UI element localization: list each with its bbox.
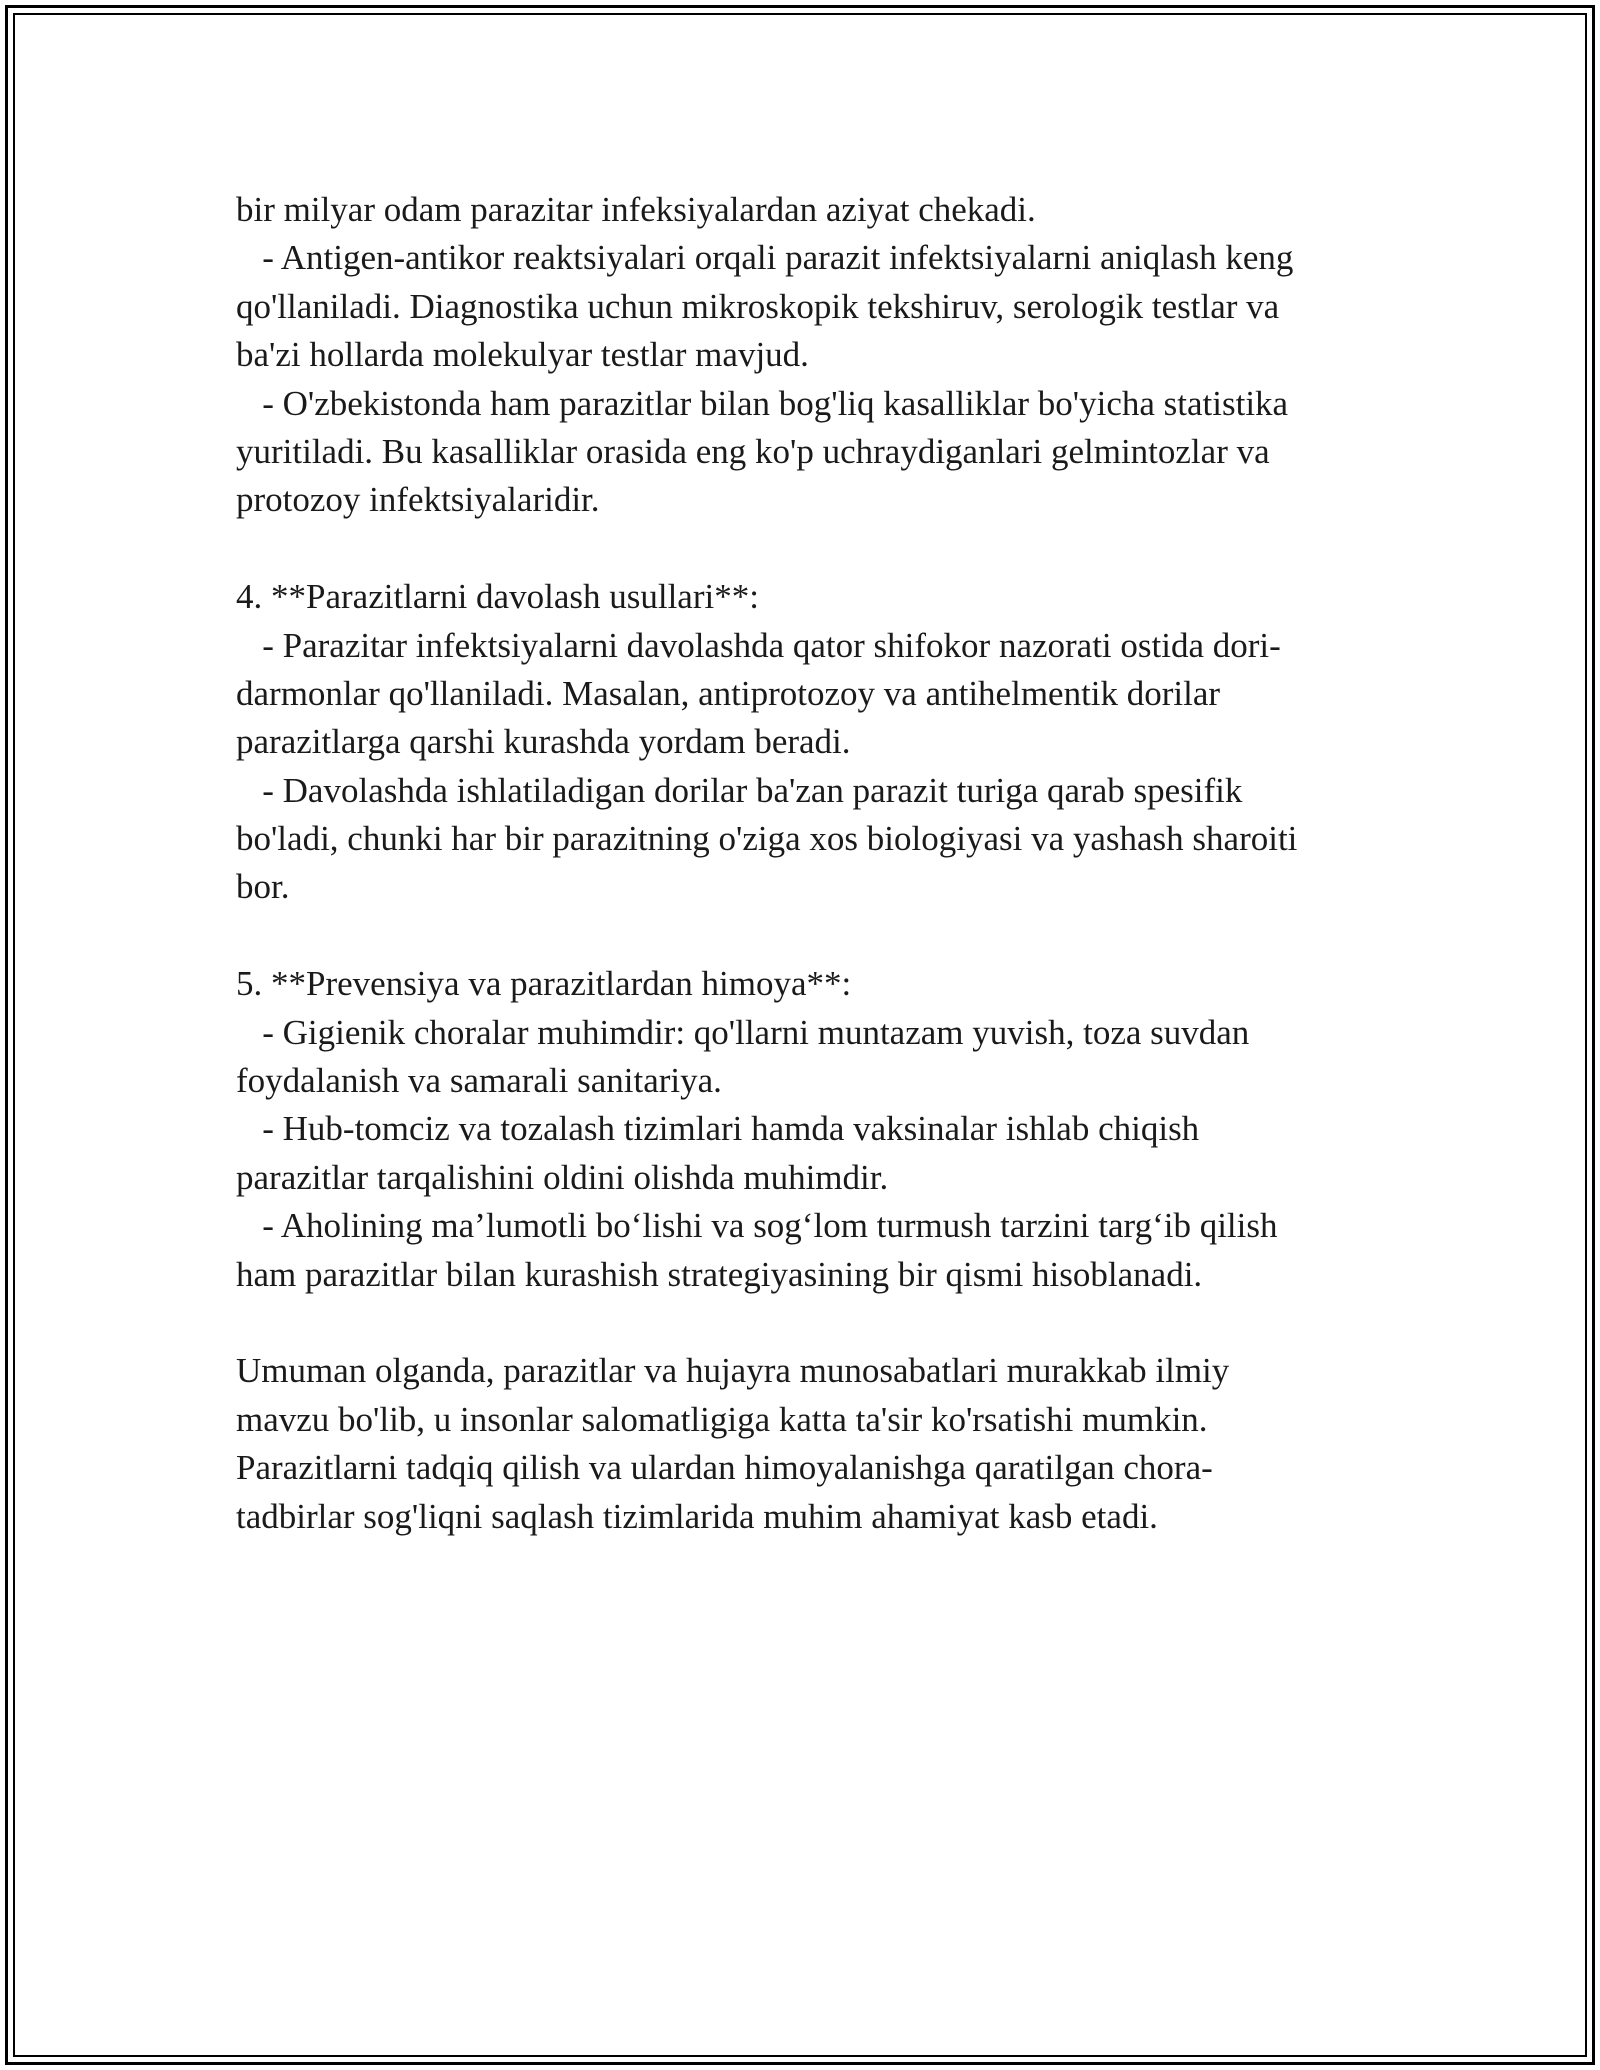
- text-line: Parazitlarni tadqiq qilish va ulardan himoyalanishga qaratilgan chora-: [236, 1448, 1213, 1488]
- text-line: yuritiladi. Bu kasalliklar orasida eng ko'p uchraydiganlari gelmintozlar va: [236, 431, 1270, 471]
- section-heading: 5. **Prevensiya va parazitlardan himoya**:: [236, 964, 852, 1004]
- text-line: tadbirlar sog'liqni saqlash tizimlarida muhim ahamiyat kasb etadi.: [236, 1496, 1158, 1536]
- text-line: qo'llaniladi. Diagnostika uchun mikroskopik tekshiruv, serologik testlar va: [236, 286, 1280, 326]
- text-line: - Hub-tomciz va tozalash tizimlari hamda vaksinalar ishlab chiqish: [236, 1109, 1200, 1149]
- section-heading: 4. **Parazitlarni davolash usullari**:: [236, 577, 759, 617]
- text-line: parazitlarga qarshi kurashda yordam beradi.: [236, 722, 851, 762]
- text-line: parazitlar tarqalishini oldini olishda muhimdir.: [236, 1157, 889, 1197]
- text-line: foydalanish va samarali sanitariya.: [236, 1061, 722, 1101]
- text-line: - Aholining ma’lumotli bo‘lishi va sog‘lom turmush tarzini targ‘ib qilish: [236, 1206, 1278, 1246]
- text-line: - Antigen-antikor reaktsiyalari orqali parazit infektsiyalarni aniqlash keng: [236, 238, 1294, 278]
- blank-line: [236, 912, 1366, 960]
- text-line: darmonlar qo'llaniladi. Masalan, antiprotozoy va antihelmentik dorilar: [236, 673, 1221, 713]
- text-line: bor.: [236, 867, 290, 907]
- text-line: - Davolashda ishlatiladigan dorilar ba'zan parazit turiga qarab spesifik: [236, 770, 1243, 810]
- document-body: [236, 186, 1366, 1541]
- blank-line: [236, 1299, 1366, 1347]
- text-line: ham parazitlar bilan kurashish strategiyasining bir qismi hisoblanadi.: [236, 1254, 1203, 1294]
- text-line: - Parazitar infektsiyalarni davolashda qator shifokor nazorati ostida dori-: [236, 625, 1281, 665]
- text-line: bo'ladi, chunki har bir parazitning o'ziga xos biologiyasi va yashash sharoiti: [236, 819, 1298, 859]
- text-line: mavzu bo'lib, u insonlar salomatligiga katta ta'sir ko'rsatishi mumkin.: [236, 1399, 1208, 1439]
- text-line: Umuman olganda, parazitlar va hujayra munosabatlari murakkab ilmiy: [236, 1351, 1230, 1391]
- text-line: bir milyar odam parazitar infeksiyalardan aziyat chekadi.: [236, 190, 1036, 229]
- text-line: - Gigienik choralar muhimdir: qo'llarni muntazam yuvish, toza suvdan: [236, 1012, 1250, 1052]
- text-line: - O'zbekistonda ham parazitlar bilan bog'liq kasalliklar bo'yicha statistika: [236, 383, 1289, 423]
- blank-line: [236, 525, 1366, 573]
- text-line: ba'zi hollarda molekulyar testlar mavjud.: [236, 335, 809, 375]
- text-line: protozoy infektsiyalaridir.: [236, 480, 600, 520]
